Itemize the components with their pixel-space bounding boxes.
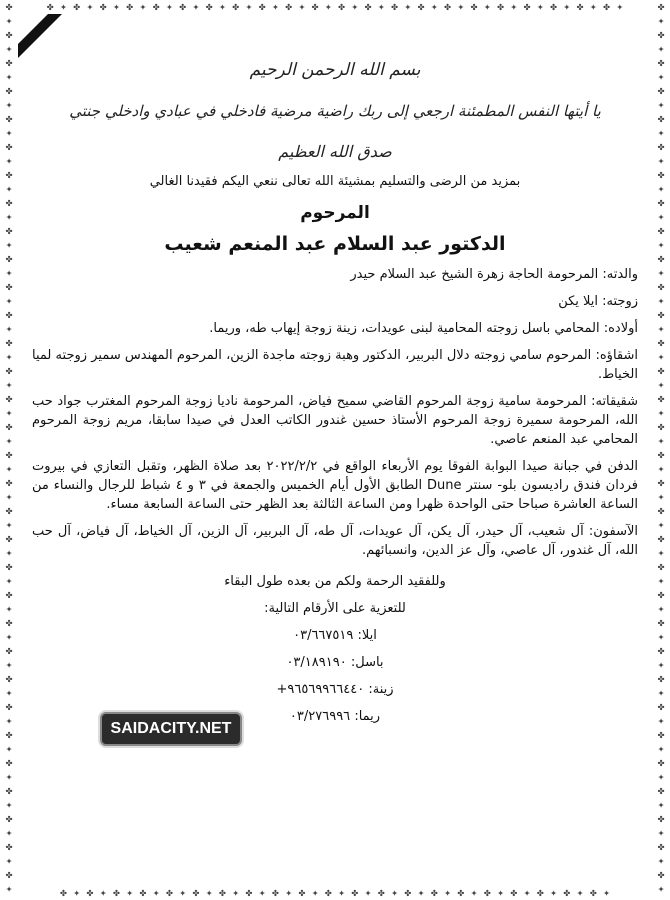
- decorative-border-bottom: ✤ ✦ ✤ ✦ ✤ ✦ ✤ ✦ ✤ ✦ ✤ ✦ ✤ ✦ ✤ ✦ ✤ ✦ ✤ ✦ ✤ ✦ ✤ ✦ ✤ ✦ ✤ ✦ ✤ ✦ ✤ ✦ ✤ ✦ ✤ ✦ ✤ ✦ ✤ ✦ ✤ ✦: [60, 886, 610, 899]
- phone-number[interactable]: ٠٣/٢٧٦٩٩٦: [289, 709, 351, 724]
- phone-number[interactable]: +٩٦٥٦٩٩٦٦٤٤٠: [276, 682, 365, 697]
- obituary-body: [32, 265, 638, 560]
- phone-entry: [26, 655, 644, 670]
- brothers-line: اشقاؤه: المرحوم سامي زوجته دلال البربير، الدكتور وهبة زوجته ماجدة الزين، المرحوم المهندس سمير زوجته لميا الخياط.: [32, 348, 638, 382]
- basmala: بسم الله الرحمن الرحيم: [249, 60, 421, 80]
- announcement-intro: بمزيد من الرضى والتسليم بمشيئة الله تعالى ننعي اليكم فقيدنا الغالي: [149, 174, 521, 189]
- condolence-phone-list: [26, 628, 644, 724]
- decorative-border-right: ✤ ✦ ✤ ✦ ✤ ✦ ✤ ✦ ✤ ✦ ✤ ✦ ✤ ✦ ✤ ✦ ✤ ✦ ✤ ✦ ✤ ✦ ✤ ✦ ✤ ✦ ✤ ✦ ✤ ✦ ✤ ✦ ✤ ✦ ✤ ✦ ✤ ✦ ✤ ✦ ✤ ✦ ✤ ✦ ✤ ✦ ✤ ✦ ✤ ✦ ✤ ✦ ✤ ✦ ✤ ✦ ✤ ✦ ✤ ✦ ✤ ✦ ✤ ✦: [657, 0, 665, 895]
- mourners-line: الآسفون: آل شعيب، آل حيدر، آل يكن، آل عويدات، آل طه، آل البربير، آل الزين، آل الخياط، آل فياض، آل حب الله، آل غندور، آل عاصي، وآل عز الدين، وانسبائهم.: [32, 524, 638, 558]
- closing-line: وللفقيد الرحمة ولكم من بعده طول البقاء: [224, 574, 446, 589]
- mother-line: والدته: المرحومة الحاجة زهرة الشيخ عبد السلام حيدر: [350, 267, 638, 282]
- burial-details: الدفن في جبانة صيدا البوابة الفوقا يوم الأربعاء الواقع في ٢٠٢٢/٢/٢ بعد صلاة الظهر، وتقبل التعازي في بيروت فردان فندق راديسون بلو- سنتر Dune الطابق الأول أيام الخميس والجمعة في ٣ و ٤ شباط للرجال والنساء من الساعة العاشرة صباحا حتى الواحدة ظهرا ومن الساعة الثالثة بعد الظهر حتى الساعة السابعة مساء.: [32, 459, 638, 512]
- deceased-prefix: المرحوم: [300, 203, 370, 223]
- decorative-border-left: ✤ ✦ ✤ ✦ ✤ ✦ ✤ ✦ ✤ ✦ ✤ ✦ ✤ ✦ ✤ ✦ ✤ ✦ ✤ ✦ ✤ ✦ ✤ ✦ ✤ ✦ ✤ ✦ ✤ ✦ ✤ ✦ ✤ ✦ ✤ ✦ ✤ ✦ ✤ ✦ ✤ ✦ ✤ ✦ ✤ ✦ ✤ ✦ ✤ ✦ ✤ ✦ ✤ ✦ ✤ ✦ ✤ ✦ ✤ ✦ ✤ ✦ ✤ ✦: [5, 0, 13, 895]
- contact-name: زينة:: [368, 682, 394, 697]
- contact-name: باسل:: [350, 655, 384, 670]
- sadaqa-line: صدق الله العظيم: [278, 142, 392, 161]
- sisters-line: شقيقاته: المرحومة سامية زوجة المرحوم القاضي سميح فياض، المرحومة ناديا زوجة المرحوم المغترب جواد حب الله، المرحومة سميرة زوجة المرحوم الأستاذ حسين غندور الكاتب العدل في صيدا سابقا، مريم زوجة المرحوم المحامي عبد المنعم عاصي.: [32, 394, 638, 447]
- phone-entry: [26, 628, 644, 643]
- obituary-page: [26, 52, 644, 886]
- quran-verse: يا أيتها النفس المطمئنة ارجعي إلى ربك راضية مرضية فادخلي في عبادي وادخلي جنتي: [69, 102, 601, 120]
- phone-entry: [26, 682, 644, 697]
- children-line: أولاده: المحامي باسل زوجته المحامية لبنى عويدات، زينة زوجة إيهاب طه، وريما.: [209, 321, 638, 336]
- contact-name: ريما:: [354, 709, 381, 724]
- decorative-border-top: ✤ ✦ ✤ ✦ ✤ ✦ ✤ ✦ ✤ ✦ ✤ ✦ ✤ ✦ ✤ ✦ ✤ ✦ ✤ ✦ ✤ ✦ ✤ ✦ ✤ ✦ ✤ ✦ ✤ ✦ ✤ ✦ ✤ ✦ ✤ ✦ ✤ ✦ ✤ ✦ ✤ ✦ ✤ ✦: [46, 0, 624, 13]
- phone-number[interactable]: ٠٣/١٨٩١٩٠: [286, 655, 347, 670]
- wife-line: زوجته: ايلا يكن: [558, 294, 638, 309]
- phone-number[interactable]: ٠٣/٦٦٧٥١٩: [293, 628, 354, 643]
- condolence-title: للتعزية على الأرقام التالية:: [264, 601, 406, 616]
- deceased-name: الدكتور عبد السلام عبد المنعم شعيب: [164, 233, 506, 255]
- site-watermark-logo: SAIDACITY.NET: [100, 712, 242, 746]
- contact-name: ايلا:: [357, 628, 377, 643]
